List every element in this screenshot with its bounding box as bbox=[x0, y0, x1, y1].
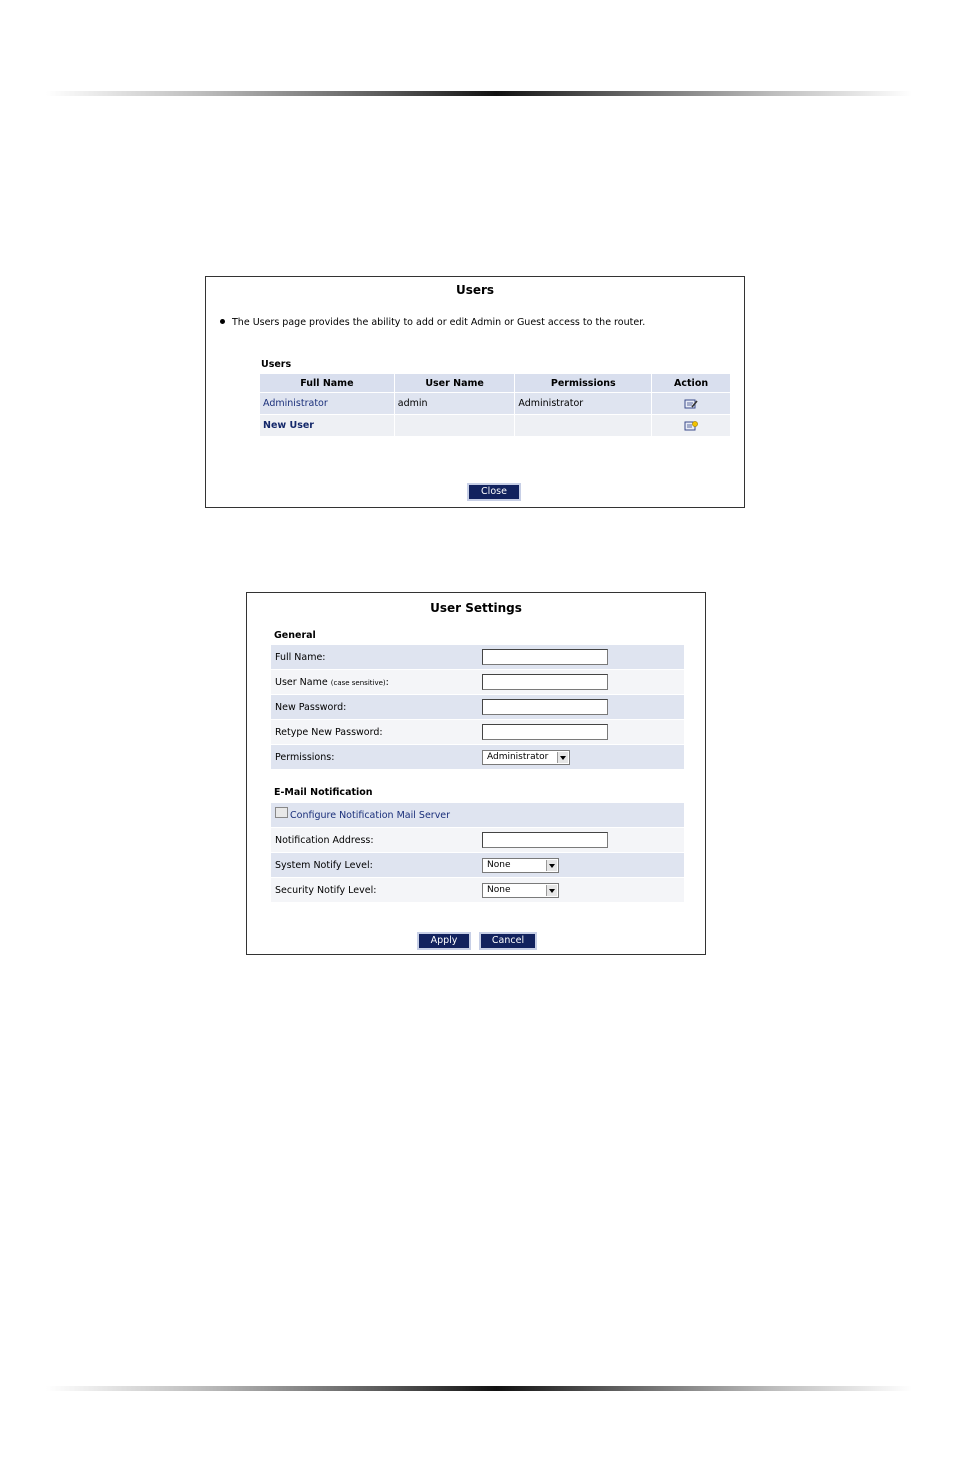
top-divider-rule bbox=[46, 91, 912, 96]
apply-button[interactable]: Apply bbox=[417, 932, 471, 950]
user-name-colon: : bbox=[385, 676, 389, 688]
retype-password-input[interactable] bbox=[482, 724, 608, 740]
col-user-name: User Name bbox=[394, 374, 515, 393]
general-section-label: General bbox=[274, 630, 316, 641]
email-notification-label: E-Mail Notification bbox=[274, 787, 373, 798]
users-intro bbox=[220, 317, 645, 328]
users-table-header bbox=[260, 374, 731, 393]
security-notify-label: Security Notify Level: bbox=[271, 878, 476, 903]
user-name-label-cell bbox=[271, 670, 476, 695]
users-intro-text: The Users page provides the ability to add or edit Admin or Guest access to the router. bbox=[232, 317, 646, 328]
new-user-link[interactable]: New User bbox=[260, 415, 395, 437]
system-notify-select[interactable] bbox=[482, 858, 559, 873]
user-full-name-link[interactable]: Administrator bbox=[260, 393, 395, 415]
table-row bbox=[260, 393, 731, 415]
configure-mail-server-link[interactable]: Configure Notification Mail Server bbox=[290, 809, 451, 821]
bullet-icon bbox=[220, 319, 225, 324]
add-user-icon[interactable] bbox=[684, 420, 698, 432]
new-password-label: New Password: bbox=[271, 695, 476, 720]
user-user-name: admin bbox=[394, 393, 515, 415]
permissions-label: Permissions: bbox=[271, 745, 476, 770]
security-notify-row bbox=[271, 878, 684, 903]
email-form bbox=[271, 803, 684, 903]
full-name-input[interactable] bbox=[482, 649, 608, 665]
user-settings-panel bbox=[246, 592, 706, 955]
user-permissions bbox=[515, 415, 652, 437]
users-title: Users bbox=[455, 283, 495, 297]
users-section-label: Users bbox=[261, 359, 292, 370]
new-password-row bbox=[271, 695, 684, 720]
security-notify-value: None bbox=[487, 884, 511, 895]
retype-password-row bbox=[271, 720, 684, 745]
security-notify-select[interactable] bbox=[482, 883, 559, 898]
full-name-label: Full Name: bbox=[271, 645, 476, 670]
configure-cell bbox=[271, 803, 684, 828]
chevron-down-icon bbox=[546, 860, 557, 871]
user-settings-title: User Settings bbox=[430, 601, 522, 615]
system-notify-row bbox=[271, 853, 684, 878]
new-password-input[interactable] bbox=[482, 699, 608, 715]
system-notify-value: None bbox=[487, 859, 511, 870]
chevron-down-icon bbox=[546, 885, 557, 896]
permissions-row bbox=[271, 745, 684, 770]
mail-server-icon bbox=[275, 807, 288, 818]
system-notify-label: System Notify Level: bbox=[271, 853, 476, 878]
retype-password-label: Retype New Password: bbox=[271, 720, 476, 745]
user-name-row bbox=[271, 670, 684, 695]
col-permissions: Permissions bbox=[515, 374, 652, 393]
permissions-select-value: Administrator bbox=[487, 751, 549, 762]
user-name-input[interactable] bbox=[482, 674, 608, 690]
general-form bbox=[271, 645, 684, 770]
chevron-down-icon bbox=[557, 752, 568, 763]
case-sensitive-note: (case sensitive) bbox=[330, 678, 386, 687]
col-full-name: Full Name bbox=[260, 374, 395, 393]
table-row bbox=[260, 415, 731, 437]
configure-row bbox=[271, 803, 684, 828]
user-permissions: Administrator bbox=[515, 393, 652, 415]
close-button[interactable]: Close bbox=[467, 483, 521, 501]
cancel-button[interactable]: Cancel bbox=[479, 932, 537, 950]
action-cell bbox=[652, 415, 731, 437]
users-table bbox=[259, 373, 731, 437]
full-name-row bbox=[271, 645, 684, 670]
bottom-divider-rule bbox=[46, 1386, 912, 1391]
users-panel bbox=[205, 276, 745, 508]
user-user-name bbox=[394, 415, 515, 437]
action-cell bbox=[652, 393, 731, 415]
user-name-label: User Name bbox=[275, 676, 328, 688]
notification-address-input[interactable] bbox=[482, 832, 608, 848]
notification-address-row bbox=[271, 828, 684, 853]
notification-address-label: Notification Address: bbox=[271, 828, 476, 853]
col-action: Action bbox=[652, 374, 731, 393]
permissions-select[interactable] bbox=[482, 750, 570, 765]
edit-user-icon[interactable] bbox=[684, 398, 698, 410]
